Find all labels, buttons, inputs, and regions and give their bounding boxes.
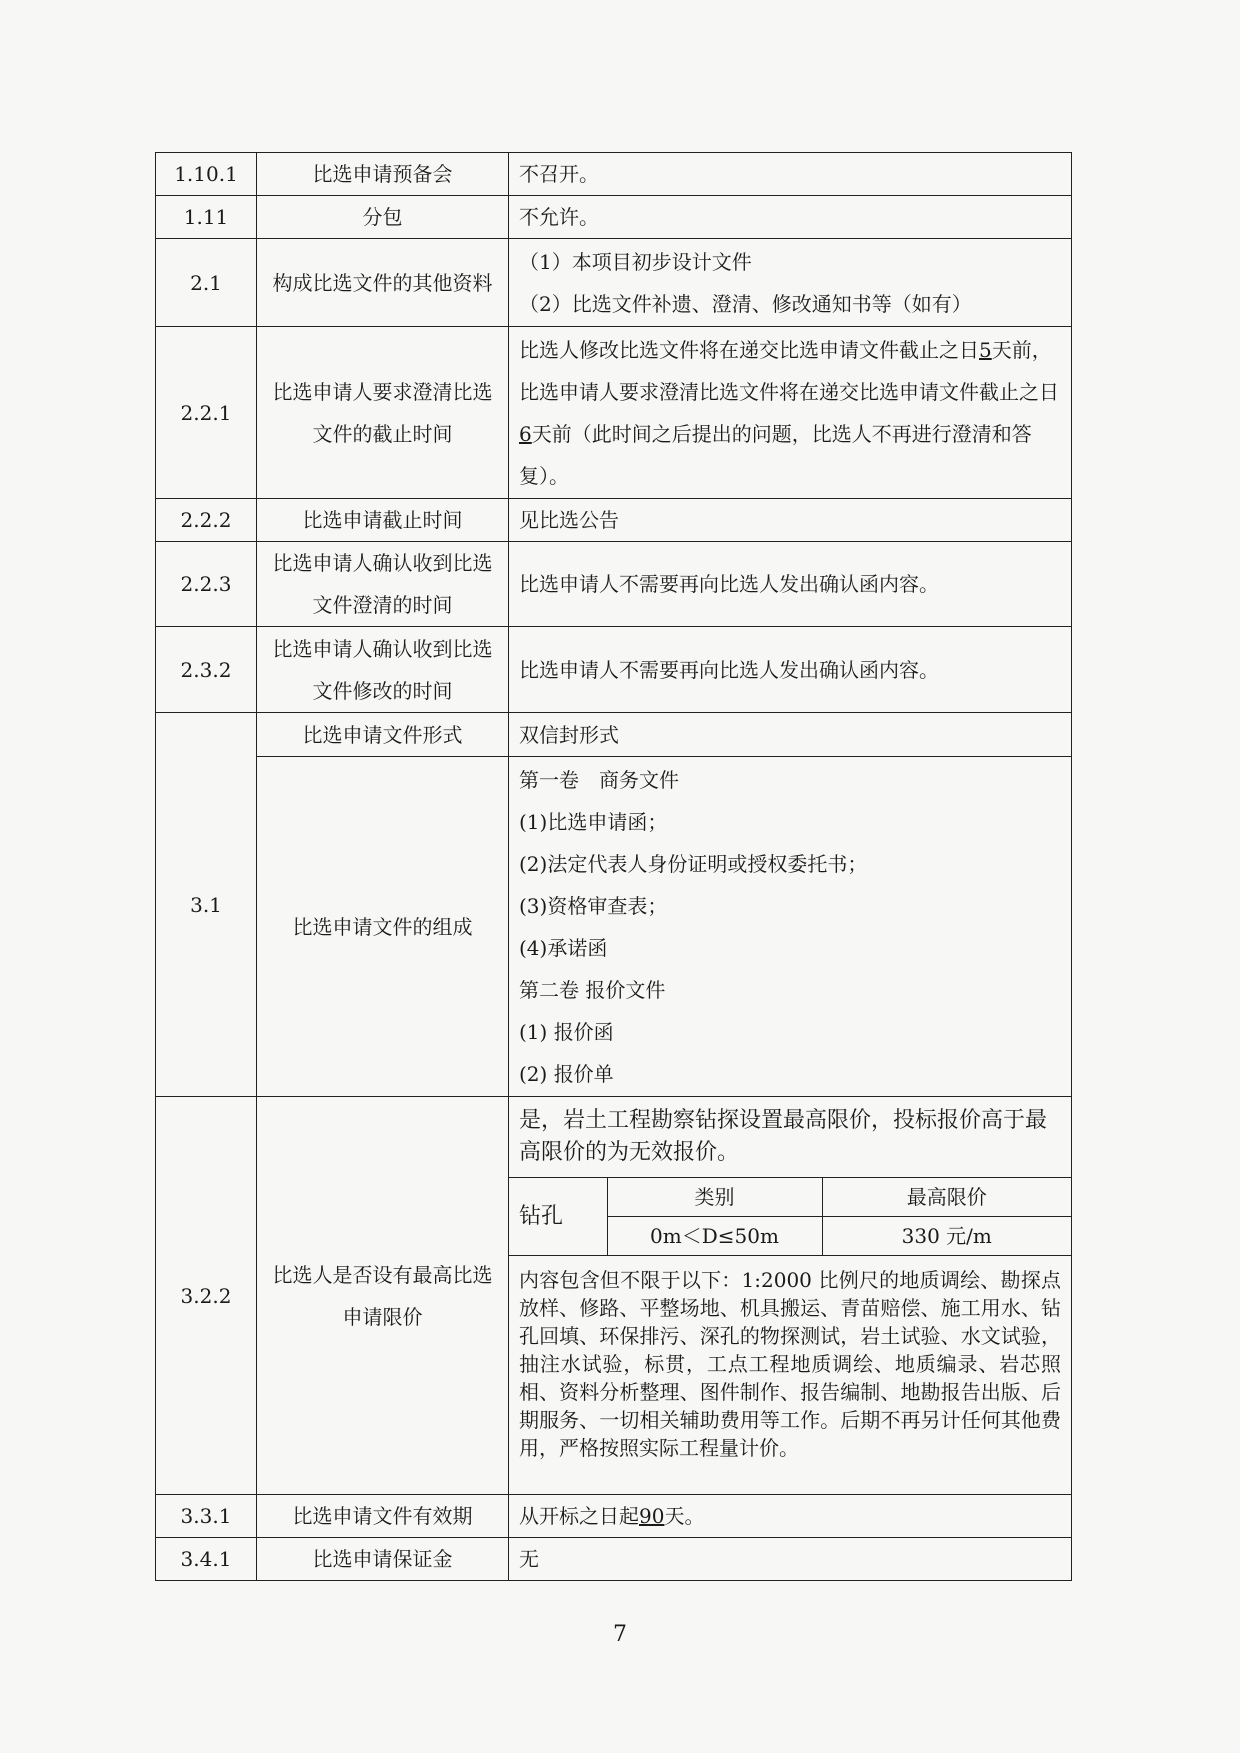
table-row — [156, 1495, 1072, 1538]
clause-number: 2.2.2 — [156, 499, 257, 542]
clause-item: 比选申请人要求澄清比选文件的截止时间 — [257, 327, 509, 499]
content-line: (3)资格审查表； — [519, 893, 668, 918]
clause-item: 比选申请预备会 — [257, 153, 509, 196]
table-row — [156, 1097, 1072, 1495]
clause-content — [509, 239, 1072, 327]
clause-content — [509, 757, 1072, 1097]
clause-content: 比选申请人不需要再向比选人发出确认函内容。 — [509, 542, 1072, 627]
price-scope-text: 内容包含但不限于以下：1:2000 比例尺的地质调绘、勘探点放样、修路、平整场地、机具搬运、青苗赔偿、施工用水、钻孔回填、环保排污、深孔的物探测试，岩土试验、水文试验，抽注水试验，标贯，工点工程地质调绘、地质编录、岩芯照相、资料分析整理、图件制作、报告编制、地勘报告出版、后期服务、一切相关辅助费用等工作。后期不再另计任何其他费用，严格按照实际工程量计价。 — [519, 1268, 1061, 1460]
days-value: 90 — [639, 1504, 665, 1528]
column-header: 最高限价 — [822, 1178, 1071, 1217]
table-row — [509, 1178, 1071, 1217]
clause-item: 比选申请人确认收到比选文件修改的时间 — [257, 627, 509, 713]
category-label: 钻孔 — [509, 1178, 607, 1256]
days-value: 5 — [979, 337, 992, 362]
clause-content: 不召开。 — [509, 153, 1072, 196]
days-value: 6 — [519, 421, 532, 446]
table-row — [156, 627, 1072, 713]
content-text: 天。 — [664, 1504, 705, 1528]
clause-number: 2.3.2 — [156, 627, 257, 713]
content-line: (1) 报价函 — [519, 1019, 614, 1044]
price-cap-table — [509, 1177, 1071, 1256]
table-row — [156, 713, 1072, 757]
table-row — [156, 542, 1072, 627]
clause-number: 2.2.3 — [156, 542, 257, 627]
clause-content — [509, 1495, 1072, 1538]
content-line: (2)法定代表人身份证明或授权委托书； — [519, 851, 868, 876]
content-line: (2) 报价单 — [519, 1061, 614, 1086]
content-text: 天前，比选申请人要求澄清比选文件将在递交比选申请文件截止之日 — [519, 337, 1059, 404]
clause-item: 比选申请文件有效期 — [257, 1495, 509, 1538]
clause-content — [509, 327, 1072, 499]
table-row — [156, 327, 1072, 499]
bid-data-table — [155, 152, 1072, 1581]
clause-item: 比选申请文件形式 — [257, 713, 509, 757]
content-text: 比选人修改比选文件将在递交比选申请文件截止之日 — [519, 337, 979, 362]
page-number: 7 — [613, 1622, 627, 1647]
content-line: 第一卷 商务文件 — [519, 767, 679, 792]
clause-number: 3.4.1 — [156, 1538, 257, 1581]
clause-item: 分包 — [257, 196, 509, 239]
table-row — [156, 196, 1072, 239]
clause-content: 见比选公告 — [509, 499, 1072, 542]
content-text: 从开标之日起 — [519, 1504, 639, 1528]
content-line: (4)承诺函 — [519, 935, 608, 960]
table-row — [156, 499, 1072, 542]
content-line: （1）本项目初步设计文件 — [519, 249, 752, 274]
clause-item: 比选申请文件的组成 — [257, 757, 509, 1097]
column-header: 类别 — [607, 1178, 822, 1217]
clause-content: 不允许。 — [509, 196, 1072, 239]
clause-item: 比选申请保证金 — [257, 1538, 509, 1581]
clause-number: 3.2.2 — [156, 1097, 257, 1495]
clause-content — [509, 1097, 1072, 1495]
clause-number: 3.1 — [156, 713, 257, 1097]
clause-content: 比选申请人不需要再向比选人发出确认函内容。 — [509, 627, 1072, 713]
depth-range: 0m＜D≤50m — [607, 1217, 822, 1256]
table-row — [156, 239, 1072, 327]
clause-item: 比选人是否设有最高比选申请限价 — [257, 1097, 509, 1495]
content-line: 第二卷 报价文件 — [519, 977, 666, 1002]
clause-number: 2.1 — [156, 239, 257, 327]
clause-number: 3.3.1 — [156, 1495, 257, 1538]
clause-content: 无 — [509, 1538, 1072, 1581]
table-row — [156, 1538, 1072, 1581]
content-line: （2）比选文件补遗、澄清、修改通知书等（如有） — [519, 291, 972, 316]
content-text: 天前（此时间之后提出的问题，比选人不再进行澄清和答复）。 — [519, 421, 1032, 488]
table-row — [156, 153, 1072, 196]
table-row — [156, 757, 1072, 1097]
clause-item: 比选申请人确认收到比选文件澄清的时间 — [257, 542, 509, 627]
clause-number: 2.2.1 — [156, 327, 257, 499]
clause-item: 比选申请截止时间 — [257, 499, 509, 542]
clause-item: 构成比选文件的其他资料 — [257, 239, 509, 327]
max-price: 330 元/m — [822, 1217, 1071, 1256]
clause-number: 1.10.1 — [156, 153, 257, 196]
content-line: (1)比选申请函； — [519, 809, 668, 834]
clause-number: 1.11 — [156, 196, 257, 239]
price-cap-intro: 是，岩土工程勘察钻探设置最高限价，投标报价高于最高限价的为无效报价。 — [519, 1108, 1048, 1165]
clause-content: 双信封形式 — [509, 713, 1072, 757]
